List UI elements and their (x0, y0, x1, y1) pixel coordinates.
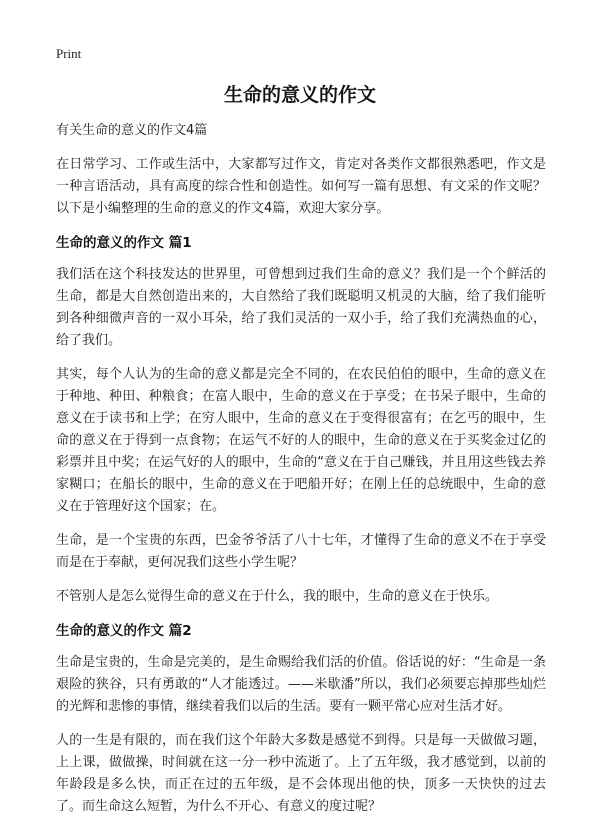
document-subtitle: 有关生命的意义的作文4篇 (56, 123, 208, 138)
section-1-paragraph-4: 不管别人是怎么觉得生命的意义在于什么，我的眼中，生命的意义在于快乐。 (56, 589, 499, 604)
document-body (56, 120, 546, 830)
section-heading-2: 生命的意义的作文 篇2 (56, 623, 192, 639)
section-1-paragraph-2: 其实，每个人认为的生命的意义都是完全不同的，在农民伯伯的眼中，生命的意义在于种地、种田、种粮食；在富人眼中，生命的意义在于享受；在书呆子眼中，生命的意义在于读书和上学；在穷人眼中，生命的意义在于变得很富有；在乞丐的眼中，生命的意义在于得到一点食物；在运气不好的人的眼中，生命的意义在于买奖金过亿的彩票并且中奖；在运气好的人的眼中，生命的“意义在于自己赚钱，并且用这些钱去养家糊口；在船长的眼中，生命的意义在于吧船开好；在刚上任的总统眼中，生命的意义在于管理好这个国家；在。 (56, 367, 546, 514)
section-2-paragraph-2: 人的一生是有限的，而在我们这个年龄大多数是感觉不到得。只是每一天做做习题，上上课，做做操，时间就在这一分一秒中流逝了。上了五年级，我才感觉到，以前的年龄段是多么快，而正在过的五年级，是不会体现出他的快，顶多一天快快的过去了。而生命这么短暂，为什么不开心、有意义的度过呢？ (56, 733, 546, 814)
intro-paragraph: 在日常学习、工作或生活中，大家都写过作文，肯定对各类作文都很熟悉吧，作文是一种言语活动，具有高度的综合性和创造性。如何写一篇有思想、有文采的作文呢？以下是小编整理的生命的意义的作文4篇，欢迎大家分享。 (56, 157, 546, 216)
section-2-paragraph-1: 生命是宝贵的，生命是完美的，是生命赐给我们活的价值。俗话说的好：“生命是一条艰险的狭谷，只有勇敢的“人才能透过。——米歇潘”所以，我们必须要忘掉那些灿烂的光辉和悲惨的事情，继续着我们以后的生活。要有一颗平常心应对生活才好。 (56, 655, 546, 714)
section-heading-1: 生命的意义的作文 篇1 (56, 235, 192, 251)
section-1-paragraph-1: 我们活在这个科技发达的世界里，可曾想到过我们生命的意义？我们是一个个鲜活的生命，都是大自然创造出来的，大自然给了我们既聪明又机灵的大脑，给了我们能听到各种细微声音的一双小耳朵，给了我们灵活的一双小手，给了我们充满热血的心，给了我们。 (56, 267, 546, 348)
document-title: 生命的意义的作文 (223, 84, 376, 106)
print-link[interactable]: Print (56, 46, 82, 61)
section-1-paragraph-3: 生命，是一个宝贵的东西，巴金爷爷活了八十七年，才懂得了生命的意义不在于享受而是在于奉献，更何况我们这些小学生呢？ (56, 533, 546, 570)
